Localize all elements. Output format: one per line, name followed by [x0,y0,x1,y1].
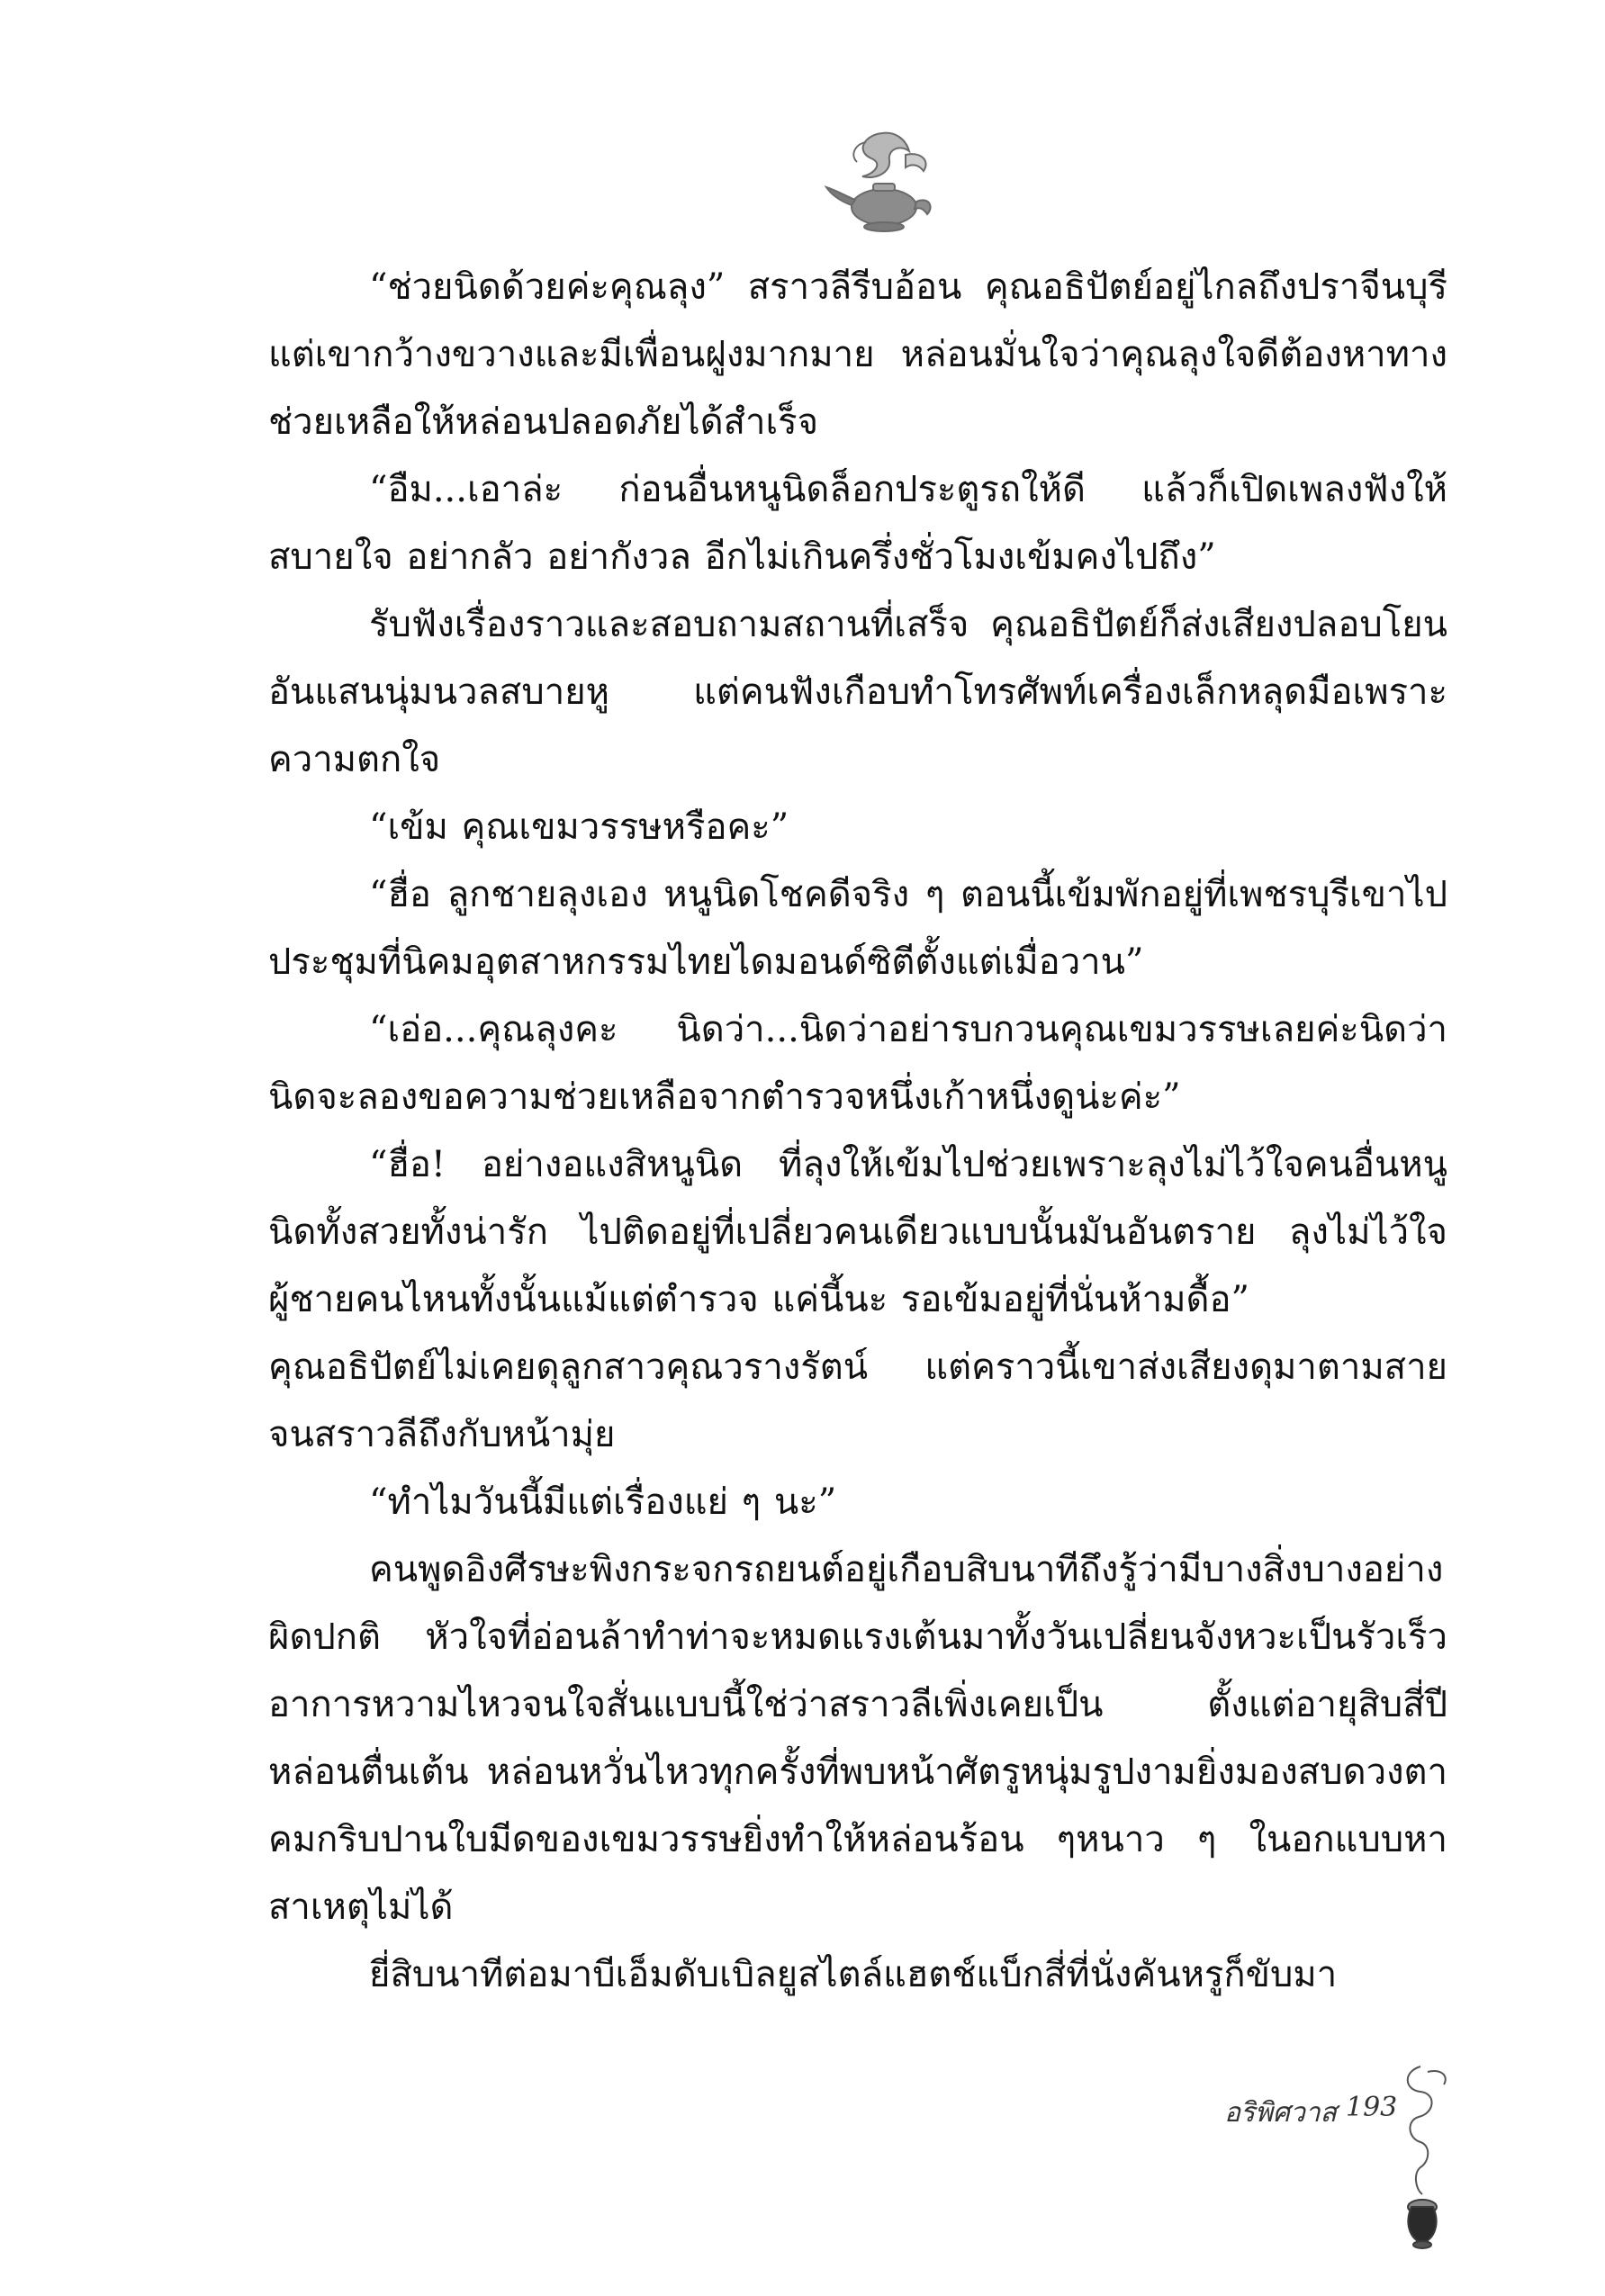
chapter-body [268,254,1447,2009]
paragraph: “ทำไมวันนี้มีแต่เรื่องแย่ ๆ นะ” [369,1481,837,1523]
paragraph: รับฟังเรื่องราวและสอบถามสถานที่เสร็จ คุณอธิปัตย์ก็ส่งเสียงปลอบโยนอันแสนนุ่มนวลสบายหู แต่คนฟังเกือบทำโทรศัพท์เครื่องเล็กหลุดมือเพราะความตกใจ [268,604,1447,780]
paragraph: “อืม...เอาล่ะ ก่อนอื่นหนูนิดล็อกประตูรถให้ดี แล้วก็เปิดเพลงฟังให้สบายใจ อย่ากลัว อย่ากังวล อีกไม่เกินครึ่งชั่วโมงเข้มคงไปถึง” [268,469,1447,578]
paragraph: “ฮื่อ! อย่างอแงสิหนูนิด ที่ลุงให้เข้มไปช่วยเพราะลุงไม่ไว้ใจคนอื่นหนูนิดทั้งสวยทั้งน่ารัก ไปติดอยู่ที่เปลี่ยวคนเดียวแบบนั้นมันอันตราย ลุงไม่ไว้ใจผู้ชายคนไหนทั้งนั้นแม้แต่ตำรวจ แค่นี้นะ รอเข้มอยู่ที่นั่นห้ามดื้อ” [268,1144,1447,1320]
paragraph: ยี่สิบนาทีต่อมาบีเอ็มดับเบิลยูสไตล์แฮตช์แบ็กสี่ที่นั่งคันหรูก็ขับมา [369,1954,1338,1995]
paragraph: คุณอธิปัตย์ไม่เคยดุลูกสาวคุณวรางรัตน์ แต่คราวนี้เขาส่งเสียงดุมาตามสายจนสราวลีถึงกับหน้ามุ่ย [268,1346,1447,1455]
page-footer [1224,2079,1458,2259]
running-title: อริพิศวาส [1224,2097,1337,2129]
paragraph: “เอ่อ...คุณลุงคะ นิดว่า...นิดว่าอย่ารบกวนคุณเขมวรรษเลยค่ะนิดว่านิดจะลองขอความช่วยเหลือจากตำรวจหนึ่งเก้าหนึ่งดูน่ะค่ะ” [268,1009,1447,1118]
paragraph: “ฮื่อ ลูกชายลุงเอง หนูนิดโชคดีจริง ๆ ตอนนี้เข้มพักอยู่ที่เพชรบุรีเขาไปประชุมที่นิคมอุตสาหกรรมไทยไดมอนด์ซิตีตั้งแต่เมื่อวาน” [268,874,1447,983]
hanging-lamp-icon [1384,2063,1456,2252]
page-number: 193 [1346,2092,1398,2123]
paragraph: คนพูดอิงศีรษะพิงกระจกรถยนต์อยู่เกือบสิบนาทีถึงรู้ว่ามีบางสิ่งบางอย่างผิดปกติ หัวใจที่อ่อนล้าทำท่าจะหมดแรงเต้นมาทั้งวันเปลี่ยนจังหวะเป็นรัวเร็ว อาการหวามไหวจนใจสั่นแบบนี้ใช่ว่าสราวลีเพิ่งเคยเป็น ตั้งแต่อายุสิบสี่ปี หล่อนตื่นเต้น หล่อนหวั่นไหวทุกครั้งที่พบหน้าศัตรูหนุ่มรูปงามยิ่งมองสบดวงตาคมกริบปานใบมีดของเขมวรรษยิ่งทำให้หล่อนร้อน ๆหนาว ๆ ในอกแบบหาสาเหตุไม่ได้ [268,1549,1447,1928]
paragraph: “ช่วยนิดด้วยค่ะคุณลุง” สราวลีรีบอ้อน คุณอธิปัตย์อยู่ไกลถึงปราจีนบุรี แต่เขากว้างขวางและมีเพื่อนฝูงมากมาย หล่อนมั่นใจว่าคุณลุงใจดีต้องหาทางช่วยเหลือให้หล่อนปลอดภัยได้สำเร็จ [268,266,1447,443]
teapot-genie-icon [819,124,945,241]
paragraph: “เข้ม คุณเขมวรรษหรือคะ” [369,806,789,848]
